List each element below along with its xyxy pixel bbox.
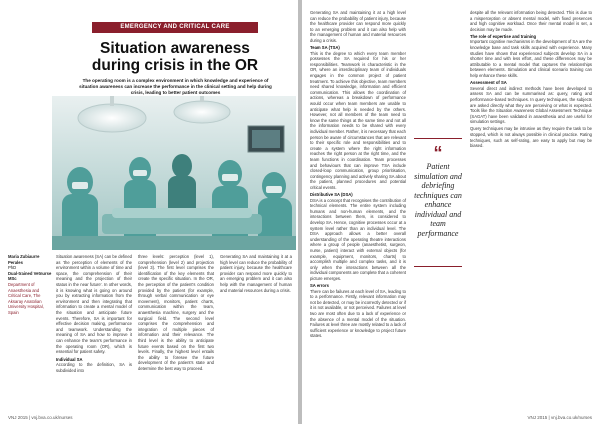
body-column-2	[138, 254, 214, 371]
article-headline	[62, 40, 288, 74]
operating-room-photo	[52, 96, 296, 250]
body-text: three levels: perception (level 1), comprehension (level 2) and projection (level 3). The first level comprises the identification of the key elements that create the specific situation. In the OR, the perception of the patient's condition provided by the patient (for example, through verbal communication or eye movement), monitors, patient charts, communication within the team, anaesthesia machine, surgery and the surgical field. The second level comprises the comprehension and integration of multiple pieces of information and their relevance. The third level is the ability to anticipate future events based on the first two levels. Finally, the highest level entails the ability to foresee the future development of the patient's state and determine the best way to proceed.	[138, 254, 214, 371]
right-page	[302, 0, 600, 424]
body-text: despite all the relevant information being detected. This is due to a misperception or absent mental model, with fixed presences and high cognitive workload. Once their mental model is set, a decision may be made.	[470, 10, 592, 32]
pull-quote-rule-top	[414, 138, 462, 139]
body-text: DSA is a concept that recognises the contribution of technical elements. The entire system including humans and non-human elements, and the interactions between them, is considered to develop SA. Hence, cognitive processes occur at a system level rather than an individual level. The DSA approach allows a better overall understanding of the operating theatre interactions where a group of people (anaesthetist, surgeon, nurse, patient) interact with external objects (for example, equipment, monitors, charts) to accomplish multiple and complex tasks, and it is only when the interactions between all the individual components are complete that a coherent picture emerges.	[310, 197, 406, 281]
pull-quote	[412, 144, 464, 238]
author-role: PhD	[8, 265, 17, 271]
body-text: According to the definition, SA is subdivided into	[56, 362, 132, 373]
body-text: This is the degree to which every team member possesses the SA required for his or her responsibilities. Teamwork is characteristic in the OR, where an interdisciplinary team of individuals engages in the common project of patient treatment. To achieve this objective, team members need shared knowledge, information and efficient communication. This allows the coordination of actions, whereas a breakdown of performance would occur when team members are unable to anticipate what help is needed by the others. However, not all members of the team need to know the same things at the same time and not all the information needs to be shared with every individual member. Rather, it is necessary that each person be aware of circumstances that are relevant to their specific role and responsibilities and to create a system where the right information reaches the right person at the right time, and the team functions in coordination. Team processes and behaviours that can improve TSA include closed-loop communication, group prioritisation, contingency planning and actively sharing SA about the patient, planned procedures and potential critical events.	[310, 50, 406, 190]
body-column-a	[310, 10, 406, 340]
page-footer: VNJ 2015 | vnj.bva.co.uk/nurses	[8, 415, 73, 420]
quote-mark-icon: “	[433, 143, 443, 163]
body-text: Situation awareness (SA) can be defined as 'the perception of elements of the environment within a volume of time and space, the comprehension of their meaning and the projection of their status in the near future'. In other words, it is knowing what is going on around you by extracting information from the environment and then integrating that information to create a mental model of the situation and anticipate future events. Therefore, SA is important for effective decision making, performance and teamwork. Understanding the meaning of SA and how to improve it can enhance the team's performance in the operating room (OR), which is essential for patient safety.	[56, 254, 132, 355]
standfirst: The operating room is a complex environment in which knowledge and experience of situation awareness can increase the performance in the clinical setting and help during crisis, leading to better patient outcomes	[79, 78, 272, 95]
author-title: Dual-trained Vetnurse MSc	[8, 270, 52, 282]
headline-line-2: during crisis in the OR	[91, 57, 259, 74]
body-text: Generating SA and maintaining it at a high level can reduce the probability of patient injury, because the healthcare provider can respond more quickly to an emerging problem and it can also help with the management of human and material resources during a crisis.	[220, 254, 292, 293]
subhead-individual-sa: Individual SA	[56, 356, 83, 362]
subhead-expertise-training: The role of expertise and training	[470, 33, 537, 39]
pull-quote-text: Patient simulation and debriefing techniques can enhance individual and team performance	[414, 162, 462, 238]
body-column-3	[220, 254, 292, 293]
pull-quote-rule-bottom	[414, 266, 462, 267]
subhead-team-sa: Team SA (TSA)	[310, 45, 340, 51]
subhead-sa-errors: SA errors	[310, 283, 329, 288]
page-footer: VNJ 2015 | vnj.bva.co.uk/nurses	[527, 415, 592, 420]
headline-line-1: Situation awareness	[100, 40, 250, 57]
author-affiliation: Department of Anaesthesia and Critical Care, The Aksaray Anatolian University Hospital, Spain	[8, 281, 44, 315]
body-text: Query techniques may be intrusive as they require the task to be stopped, which is not always possible in clinical practice. Rating techniques, such as self-rating, are easy to apply but may be biased.	[470, 126, 592, 149]
author-name: Maria Zubiaurre Perales	[8, 254, 40, 265]
author-box	[8, 254, 52, 316]
body-text: Important cognitive mechanisms in the development of SA are the knowledge base and task skills acquired with experience. Many studies have shown that experienced subjects develop SA in a shorter time and with less effort, and these differences may be attributable to a mental model that captures the relationships between elements. Simulation and clinical scenario training can help enhance these skills.	[470, 39, 592, 79]
body-text: Several direct and indirect methods have been developed to assess SA and can be summarised as: query, rating and performance-based techniques. In query techniques, the subjects are asked directly what they are perceiving or what is expected. Tools like the Situation Awareness Global Assessment Technique (SAGAT) have been validated in anaesthesia and are useful for simulation settings.	[470, 85, 592, 125]
body-text: There can be failures at each level of SA, leading to to a performance. Firstly, relevant information may not be detected, or may be incorrectly detected or if it is not available, or not perceived. Failures at level two are most often due to a lack of experience or the absence of a mental model of the situation. Failures at level three are mostly related to a lack of sufficient experience or knowledge to project future states.	[310, 288, 406, 339]
body-column-b	[470, 10, 592, 150]
body-text: Generating SA and maintaining it at a high level can reduce the probability of patient injury, because the healthcare provider can respond more quickly to an emerging problem and it can also help with the management of human and material resources during a crisis.	[310, 10, 406, 43]
body-column-1	[56, 254, 132, 373]
subhead-assessment: Assessment of SA	[470, 80, 507, 86]
section-tag: EMERGENCY AND CRITICAL CARE	[92, 22, 258, 33]
subhead-distributive-sa: Distributive SA (DSA)	[310, 192, 353, 197]
left-page	[0, 0, 298, 424]
